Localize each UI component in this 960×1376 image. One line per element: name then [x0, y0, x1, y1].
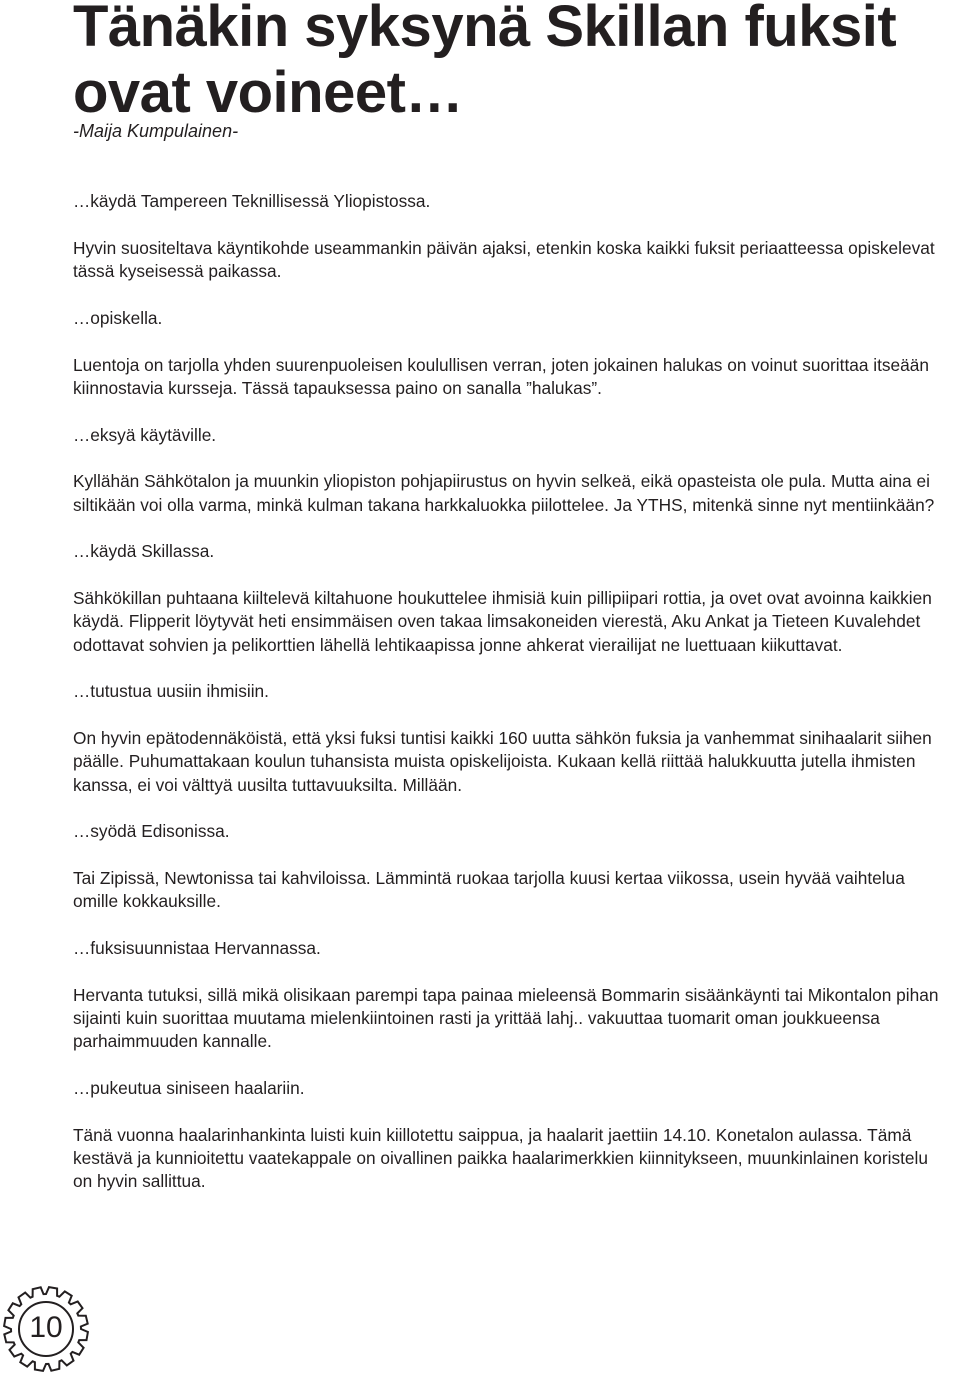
section-paragraph: Tai Zipissä, Newtonissa tai kahviloissa. Lämmintä ruokaa tarjolla kuusi kertaa viikossa, usein hyvää vaihtelua omille kokkauksille. [73, 868, 905, 912]
section-paragraph: Kyllähän Sähkötalon ja muunkin yliopiston pohjapiirustus on hyvin selkeä, eikä opasteista ole pula. Mutta aina ei siltikään voi olla varma, minkä kulman takana harkkaluokka piilottelee. Ja YTHS, mitenkä sinne nyt mentiinkään? [73, 471, 935, 515]
section-heading: …opiskella. [73, 307, 163, 328]
section-paragraph: Hervanta tutuksi, sillä mikä olisikaan parempi tapa painaa mieleensä Bommarin sisäänkäynti tai Mikontalon pihan sijainti kuin suorittaa muutama mielenkiintoinen rasti ja yrittää lahj.. vakuuttaa tuomarit oman joukkueensa parhaimmuuden kannalle. [73, 984, 939, 1052]
section-heading: …fuksisuunnistaa Hervannassa. [73, 938, 321, 959]
section-heading: …käydä Skillassa. [73, 541, 215, 562]
article-title: Tänäkin syksynä Skillan fuksit ovat voineet… [73, 0, 897, 125]
article-author: -Maija Kumpulainen- [73, 121, 239, 141]
section-paragraph: Tänä vuonna haalarinhankinta luisti kuin kiillotettu saippua, ja haalarit jaettiin 14.10. Konetalon aulassa. Tämä kestävä ja kunnioitettu vaatekappale on oivallinen paikka haalarimerkkien kiinnitykseen, muunkinlainen koristelu on hyvin sallittua. [73, 1124, 928, 1192]
section-heading: …pukeutua siniseen haalariin. [73, 1078, 305, 1099]
page-number-badge [0, 1280, 110, 1376]
section-paragraph: Sähkökillan puhtaana kiiltelevä kiltahuone houkuttelee ihmisiä kuin pillipiipari rottia, ja ovet ovat avoinna kaikkien käydä. Flipperit löytyvät heti ensimmäisen oven takaa limsakoneiden vierestä, Aku Ankat ja Tieteen Kuvalehdet odottavat sohvien ja pelikorttien lähellä lehtikaapissa jonne ahkerat vierailijat ne luettuaan kiikuttavat. [73, 588, 932, 655]
section-heading: …eksyä käytäville. [73, 424, 217, 445]
article-body [73, 190, 943, 1217]
section-paragraph: Luentoja on tarjolla yhden suurenpuoleisen koulullisen verran, joten jokainen halukas on voinut suorittaa itseään kiinnostavia kursseja. Tässä tapauksessa paino on sanalla ”halukas”. [73, 354, 929, 398]
section-paragraph: On hyvin epätodennäköistä, että yksi fuksi tuntisi kaikki 160 uutta sähkön fuksia ja vanhemmat sinihaalarit siihen päälle. Puhumattakaan koulun tuhansista muista opiskelijoista. Kukaan kellä riittää halukkuutta jutella ihmisten kanssa, ei voi välttyä uusilta tuttavuuksilta. Millään. [73, 728, 932, 795]
section-paragraph: Hyvin suositeltava käyntikohde useammankin päivän ajaksi, etenkin koska kaikki fuksit periaatteessa opiskelevat tässä kyseisessä paikassa. [73, 237, 935, 281]
section-heading: …käydä Tampereen Teknillisessä Yliopistossa. [73, 191, 431, 211]
section-heading: …syödä Edisonissa. [73, 821, 230, 842]
section-heading: …tutustua uusiin ihmisiin. [73, 681, 269, 702]
page-number: 10 [29, 1311, 63, 1344]
